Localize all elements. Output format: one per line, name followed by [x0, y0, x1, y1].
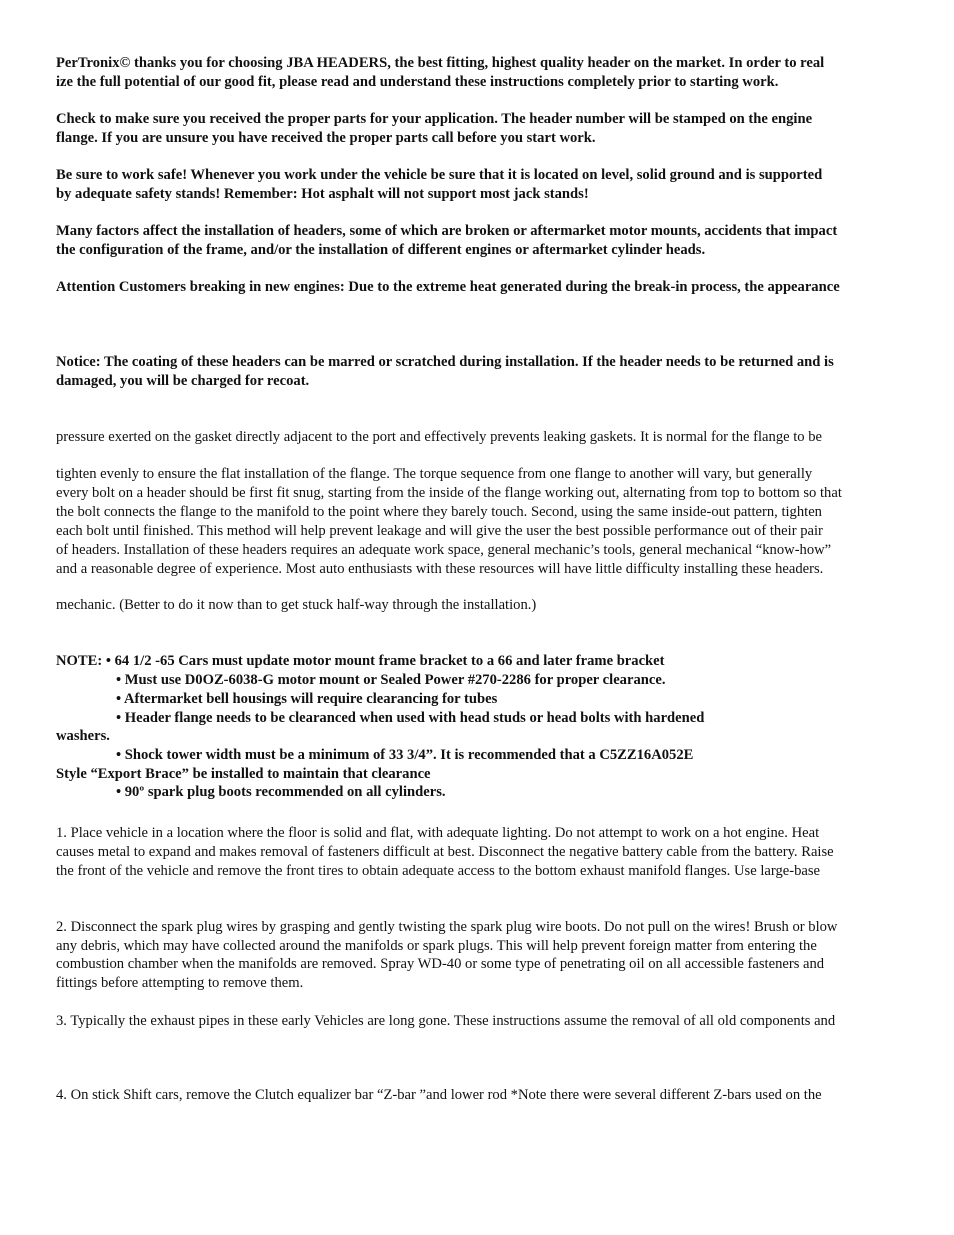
step-4-line-1: 4. On stick Shift cars, remove the Clutch equalizer bar “Z-bar ”and lower rod *Note there were several different Z-bars used on the: [56, 1087, 822, 1103]
factors-paragraph-line-2: the configuration of the frame, and/or the installation of different engines or aftermarket cylinder heads.: [56, 242, 706, 258]
intro-paragraph-1-line-2: ize the full potential of our good fit, please read and understand these instructions completely prior to starting work.: [56, 74, 779, 90]
intro-paragraph-2-line-1: Check to make sure you received the proper parts for your application. The header number will be stamped on the engine: [56, 111, 813, 127]
intro-paragraph-1-line-1: PerTronix© thanks you for choosing JBA HEADERS, the best fitting, highest quality header on the market. In order to real: [56, 55, 825, 71]
notice-line-1: Notice: The coating of these headers can be marred or scratched during installation. If the header needs to be returned and is: [56, 354, 834, 370]
step-3-line-1: 3. Typically the exhaust pipes in these early Vehicles are long gone. These instructions assume the removal of all old components and: [56, 1013, 836, 1029]
step-1-line-1: 1. Place vehicle in a location where the floor is solid and flat, with adequate lighting. Do not attempt to work on a hot engine. Heat: [56, 825, 820, 841]
mechanic-paragraph-line-1: mechanic. (Better to do it now than to get stuck half-way through the installation.): [56, 597, 537, 613]
torque-paragraph-line-3: the bolt connects the flange to the manifold to the point where they barely touch. Second, using the same inside-out pattern, tighten: [56, 504, 822, 520]
note-item-3: • Aftermarket bell housings will require clearancing for tubes: [116, 691, 498, 707]
gasket-paragraph-line-1: pressure exerted on the gasket directly adjacent to the port and effectively prevents leaking gaskets. It is normal for the flange to be: [56, 429, 823, 445]
step-1-line-2: causes metal to expand and makes removal of fasteners difficult at best. Disconnect the negative battery cable from the battery. Raise: [56, 844, 834, 860]
notice-line-2: damaged, you will be charged for recoat.: [56, 373, 310, 389]
torque-paragraph-line-6: and a reasonable degree of experience. Most auto enthusiasts with these resources will have little difficulty installing these headers.: [56, 561, 824, 577]
attention-paragraph-line-1: Attention Customers breaking in new engines: Due to the extreme heat generated during the break-in process, the appearance: [56, 279, 840, 295]
step-2-line-4: fittings before attempting to remove them.: [56, 975, 304, 991]
note-item-1: NOTE: • 64 1/2 -65 Cars must update motor mount frame bracket to a 66 and later frame bracket: [56, 653, 665, 669]
torque-paragraph-line-5: of headers. Installation of these headers requires an adequate work space, general mechanic’s tools, general mechanical “know-how”: [56, 542, 832, 558]
safety-paragraph-line-1: Be sure to work safe! Whenever you work under the vehicle be sure that it is located on level, solid ground and is supported: [56, 167, 823, 183]
step-1-line-3: the front of the vehicle and remove the front tires to obtain adequate access to the bottom exhaust manifold flanges. Use large-base: [56, 863, 821, 879]
note-item-4-continued: washers.: [56, 728, 110, 744]
note-item-6: • 90º spark plug boots recommended on all cylinders.: [116, 784, 446, 800]
step-2-line-3: combustion chamber when the manifolds are removed. Spray WD-40 or some type of penetrating oil on all accessible fasteners and: [56, 956, 825, 972]
torque-paragraph-line-1: tighten evenly to ensure the flat installation of the flange. The torque sequence from one flange to another will vary, but generally: [56, 466, 813, 482]
note-item-5-continued: Style “Export Brace” be installed to maintain that clearance: [56, 766, 431, 782]
note-item-4: • Header flange needs to be clearanced when used with head studs or head bolts with hardened: [116, 710, 705, 726]
torque-paragraph-line-4: each bolt until finished. This method will help prevent leakage and will give the user the best possible performance out of their pair: [56, 523, 823, 539]
intro-paragraph-2-line-2: flange. If you are unsure you have received the proper parts call before you start work.: [56, 130, 596, 146]
note-item-2: • Must use D0OZ-6038-G motor mount or Sealed Power #270-2286 for proper clearance.: [116, 672, 666, 688]
step-2-line-1: 2. Disconnect the spark plug wires by grasping and gently twisting the spark plug wire boots. Do not pull on the wires! Brush or blow: [56, 919, 838, 935]
step-2-line-2: any debris, which may have collected around the manifolds or spark plugs. This will help prevent foreign matter from entering the: [56, 938, 817, 954]
factors-paragraph-line-1: Many factors affect the installation of headers, some of which are broken or aftermarket motor mounts, accidents that impact: [56, 223, 838, 239]
note-item-5: • Shock tower width must be a minimum of 33 3/4”. It is recommended that a C5ZZ16A052E: [116, 747, 694, 763]
torque-paragraph-line-2: every bolt on a header should be first fit snug, starting from the inside of the flange working out, alternating from top to bottom so that: [56, 485, 842, 501]
safety-paragraph-line-2: by adequate safety stands! Remember: Hot asphalt will not support most jack stands!: [56, 186, 589, 202]
